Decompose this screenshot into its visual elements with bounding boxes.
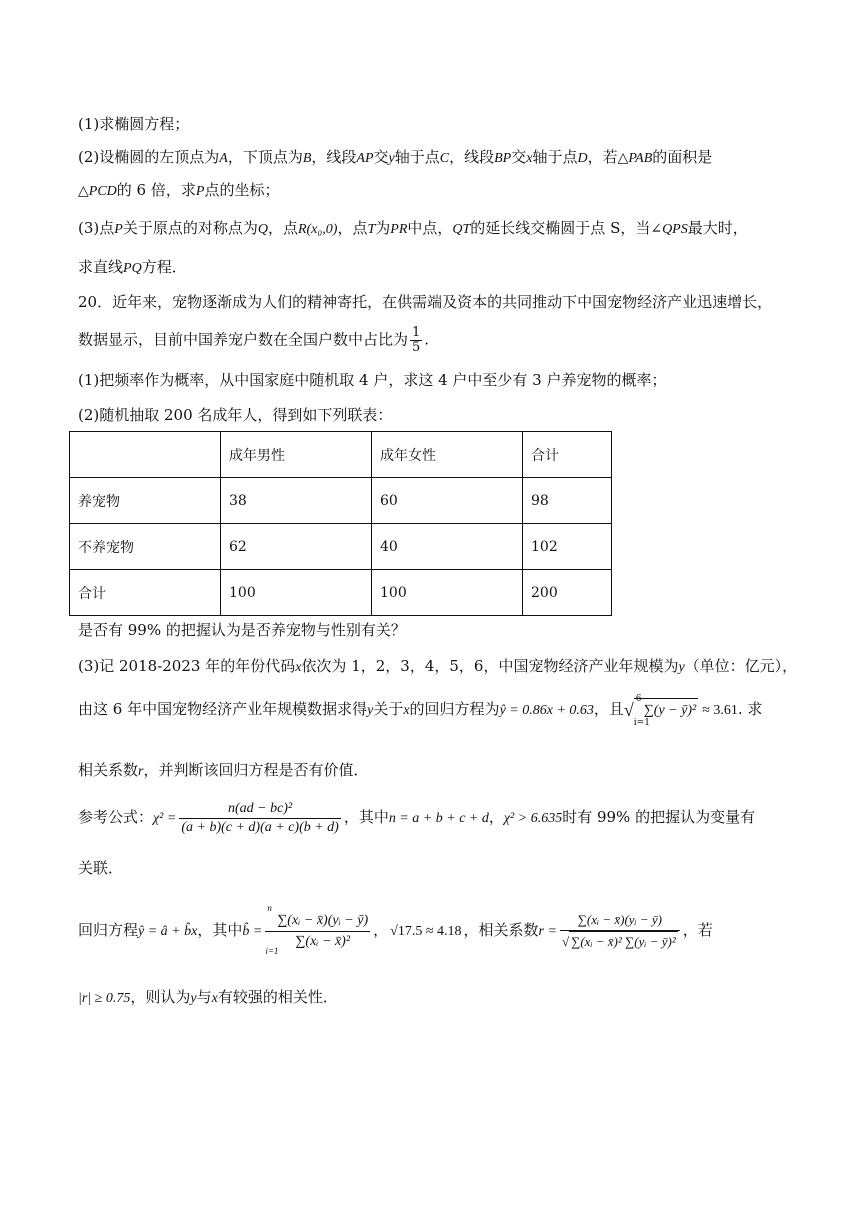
fraction-one-fifth xyxy=(410,326,422,355)
math-triangle-PCD: △PCD xyxy=(78,184,117,199)
text: ，线段 xyxy=(449,148,495,166)
b-hat-denominator-text: ∑(xᵢ − x̄)² xyxy=(295,933,351,949)
text: 关联． xyxy=(78,859,124,877)
reference-formula-regression xyxy=(78,896,713,964)
text: ，若 xyxy=(682,921,713,939)
table-header-cell: 成年男性 xyxy=(221,432,372,478)
table-cell: 98 xyxy=(523,478,612,524)
math-r: r xyxy=(138,764,144,779)
text: ，则认为 xyxy=(130,988,191,1006)
text: 求直线 xyxy=(78,258,124,276)
chi-square-symbol: χ² = xyxy=(153,811,177,826)
math-P: P xyxy=(195,184,205,199)
q19-part1 xyxy=(78,114,189,134)
table-row xyxy=(70,570,612,616)
table-row xyxy=(70,478,612,524)
sum-lower-limit: i=1 xyxy=(633,718,650,728)
math-PQ: PQ xyxy=(123,261,142,276)
b-hat-fraction xyxy=(265,902,370,956)
text: 关于 xyxy=(373,700,404,718)
text: ， xyxy=(373,921,389,939)
fraction-numerator: 1 xyxy=(412,325,421,340)
chi-denominator: (a + b)(c + d)(a + c)(b + d) xyxy=(181,819,339,835)
math-C: C xyxy=(439,151,450,166)
text: 回归方程 xyxy=(78,921,139,939)
text: 交 xyxy=(373,148,389,166)
math-AP: AP xyxy=(356,151,374,166)
math-QT: QT xyxy=(452,222,471,237)
n-definition: n = a + b + c + d xyxy=(388,811,489,826)
text: ，若 xyxy=(587,148,618,166)
text: 点的坐标； xyxy=(204,181,280,199)
text: (1)把频率作为概率，从中国家庭中随机取 4 户，求这 4 户中至少有 3 户养宠物的概率； xyxy=(78,371,667,389)
table-cell: 养宠物 xyxy=(70,478,221,524)
sqrt-content xyxy=(633,694,698,728)
r-numerator: ∑(xᵢ − x̄)(yᵢ − ȳ) xyxy=(560,910,680,931)
text: 的延长线交椭圆于点 S，当 xyxy=(470,219,651,237)
text: ，线段 xyxy=(311,148,357,166)
sum-upper-limit: n xyxy=(267,902,272,913)
table-cell: 38 xyxy=(221,478,372,524)
q20-part3-line3 xyxy=(78,760,368,782)
text: 轴于点 xyxy=(532,148,578,166)
text: （单位：亿元）， xyxy=(684,657,798,675)
chi-square-fraction xyxy=(179,800,341,837)
regression-general-equation: ŷ = â + b̂x xyxy=(138,924,198,939)
sqrt-symbol: √ xyxy=(561,934,570,949)
math-y: y xyxy=(388,151,395,166)
text: ，且 xyxy=(593,700,624,718)
text: (2)随机抽取 200 名成年人，得到如下列联表： xyxy=(78,406,393,424)
reference-label: 参考公式： xyxy=(78,808,154,826)
math-y: y xyxy=(367,703,374,718)
b-hat-symbol: b̂ = xyxy=(242,924,263,939)
text: 时有 99% 的把握认为变量有 xyxy=(562,808,756,826)
table-row xyxy=(70,524,612,570)
math-D: D xyxy=(577,151,588,166)
math-x: x xyxy=(526,151,533,166)
q19-part2-line1 xyxy=(78,147,712,169)
text: 是否有 99% 的把握认为是否养宠物与性别有关？ xyxy=(78,621,406,639)
text: 的 6 倍，求 xyxy=(116,181,196,199)
q20-part2-question xyxy=(78,620,406,640)
table-cell: 40 xyxy=(372,524,523,570)
sum-lower-limit: i=1 xyxy=(265,945,279,956)
sqrt-sum-expression: √ xyxy=(623,700,634,720)
text: 关于原点的对称点为 xyxy=(122,219,258,237)
text: 有较强的相关性． xyxy=(217,988,338,1006)
math-P: P xyxy=(114,222,123,237)
text: ，点 xyxy=(267,219,298,237)
r-symbol: r = xyxy=(538,924,557,939)
text: 数据显示，目前中国养宠户数在全国户数中占比为 xyxy=(78,330,409,349)
regression-equation: ŷ = 0.86x + 0.63 xyxy=(499,703,594,718)
text: 方程． xyxy=(141,258,187,276)
table-cell: 60 xyxy=(372,478,523,524)
r-fraction xyxy=(560,910,680,952)
q20-part2 xyxy=(78,405,392,425)
table-cell: 不养宠物 xyxy=(70,524,221,570)
text: 轴于点 xyxy=(394,148,440,166)
math-R-point: R(x₀,0) xyxy=(297,222,338,237)
contingency-table xyxy=(69,431,612,616)
q20-part3-line2 xyxy=(78,694,763,728)
math-angle-QPS: ∠QPS xyxy=(650,222,688,237)
table-cell: 100 xyxy=(221,570,372,616)
q20-part1 xyxy=(78,370,667,390)
q19-part2-line2 xyxy=(78,180,279,202)
math-triangle-PAB: △PAB xyxy=(617,151,653,166)
q20-part3-line1 xyxy=(78,656,797,678)
q19-part1-text: (1)求椭圆方程； xyxy=(78,115,190,133)
sum-upper-limit: 6 xyxy=(635,694,642,704)
math-x: x xyxy=(403,703,410,718)
q20-intro-line2 xyxy=(78,326,429,355)
text: (2)设椭圆的左顶点为 xyxy=(78,148,220,166)
b-hat-denominator xyxy=(265,932,370,956)
b-hat-numerator xyxy=(265,902,370,932)
text: 的回归方程为 xyxy=(409,700,500,718)
b-hat-numerator-text: ∑(xᵢ − x̄)(yᵢ − ȳ) xyxy=(277,912,369,928)
text: 的面积是 xyxy=(652,148,713,166)
text: ，相关系数 xyxy=(463,921,539,939)
text: 最大时， xyxy=(687,219,748,237)
text: 交 xyxy=(511,148,527,166)
math-x: x xyxy=(211,991,218,1006)
math-A: A xyxy=(219,151,228,166)
q19-part3-line2 xyxy=(78,257,187,279)
text: 由这 6 年中国宠物经济产业年规模数据求得 xyxy=(78,700,368,718)
math-Q: Q xyxy=(257,222,268,237)
math-T: T xyxy=(367,222,376,237)
text: 为 xyxy=(375,219,391,237)
math-BP: BP xyxy=(494,151,512,166)
sqrt-17-5: √17.5 ≈ 4.18 xyxy=(390,924,462,939)
text: 中点， xyxy=(407,219,453,237)
chi-numerator: n(ad − bc)² xyxy=(179,800,341,819)
reference-formula-chi-cont xyxy=(78,858,123,878)
text: . xyxy=(424,330,430,349)
table-header-cell: 成年女性 xyxy=(372,432,523,478)
fraction-denominator: 5 xyxy=(412,340,421,355)
table-cell: 102 xyxy=(523,524,612,570)
math-B: B xyxy=(302,151,312,166)
q20-intro-line1 xyxy=(78,292,772,312)
q19-part3-line1 xyxy=(78,218,748,240)
chi-threshold: χ² > 6.635 xyxy=(503,811,563,826)
table-cell: 100 xyxy=(372,570,523,616)
text: 相关系数 xyxy=(78,761,139,779)
math-x: x xyxy=(295,660,302,675)
text: 20．近年来，宠物逐渐成为人们的精神寄托，在供需端及资本的共同推动下中国宠物经济产业迅速增长， xyxy=(78,293,773,311)
table-header-cell xyxy=(70,432,221,478)
text: 依次为 1，2，3，4，5，6，中国宠物经济产业年规模为 xyxy=(301,657,679,675)
r-denominator-text: ∑(xᵢ − x̄)² ∑(yᵢ − ȳ)² xyxy=(569,931,678,952)
text: ，点 xyxy=(337,219,368,237)
sum-body: ∑(y − ȳ)² xyxy=(643,703,697,718)
table-header-cell: 合计 xyxy=(523,432,612,478)
correlation-criterion xyxy=(78,987,338,1009)
math-y: y xyxy=(190,991,197,1006)
reference-formula-chi xyxy=(78,795,755,839)
r-denominator xyxy=(560,931,680,952)
table-cell: 合计 xyxy=(70,570,221,616)
text: ， xyxy=(488,808,504,826)
text: (3)记 2018-2023 年的年份代码 xyxy=(78,657,296,675)
table-cell: 62 xyxy=(221,524,372,570)
text: ，并判断该回归方程是否有价值． xyxy=(143,761,369,779)
table-header-row xyxy=(70,432,612,478)
math-PR: PR xyxy=(390,222,408,237)
text: ，其中 xyxy=(197,921,243,939)
approx-value: ≈ 3.61 xyxy=(702,703,738,718)
table-cell: 200 xyxy=(523,570,612,616)
text: . 求 xyxy=(737,700,763,718)
text: ，其中 xyxy=(343,808,389,826)
text: 与 xyxy=(196,988,212,1006)
text: ，下顶点为 xyxy=(227,148,303,166)
math-y: y xyxy=(678,660,685,675)
text: (3)点 xyxy=(78,219,115,237)
abs-r-threshold: |r| ≥ 0.75 xyxy=(78,991,131,1006)
